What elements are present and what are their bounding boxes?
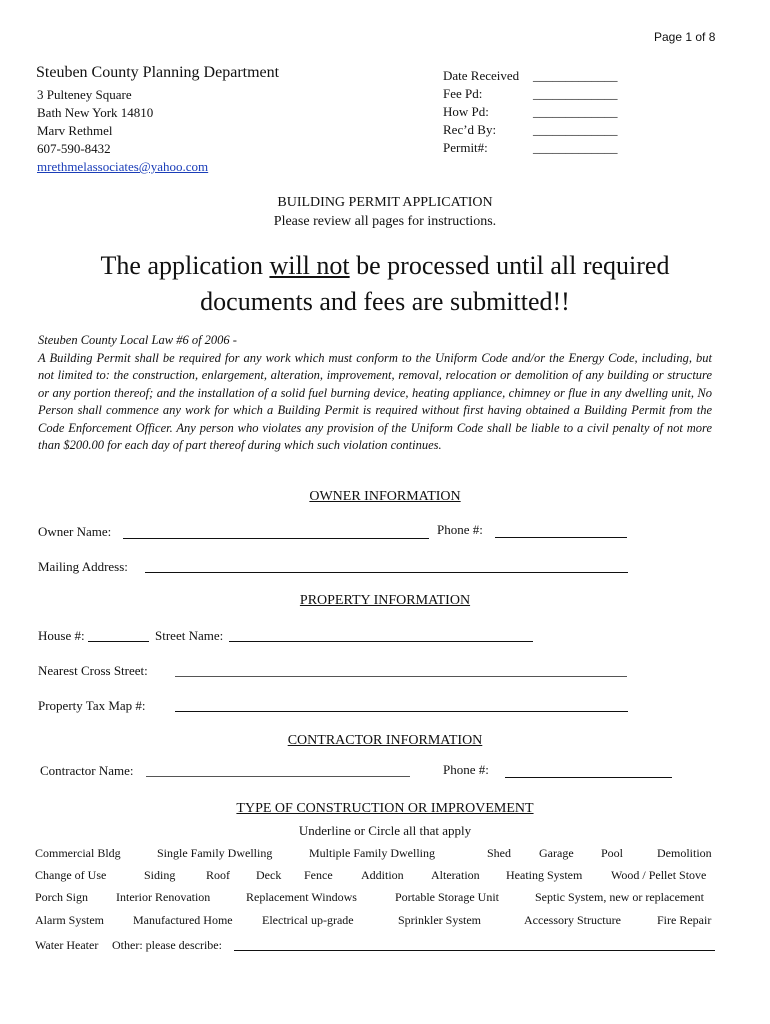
option-fence[interactable]: Fence [304,868,333,882]
contractor-name-label: Contractor Name: [40,763,134,778]
option-replacement-windows[interactable]: Replacement Windows [246,890,357,904]
contact-email-link[interactable]: mrethmelassociates@yahoo.com [37,159,209,174]
option-interior-renovation[interactable]: Interior Renovation [116,890,211,904]
option-siding[interactable]: Siding [144,868,176,882]
option-multiple-family-dwelling[interactable]: Multiple Family Dwelling [309,846,435,860]
option-accessory-structure[interactable]: Accessory Structure [524,913,621,927]
option-single-family-dwelling[interactable]: Single Family Dwelling [157,846,273,860]
contact-name: Marv Rethmel [37,123,113,138]
option-change-of-use[interactable]: Change of Use [35,868,107,882]
option-wood-pellet-stove[interactable]: Wood / Pellet Stove [611,868,707,882]
warning-emphasis: will not [269,251,350,280]
option-portable-storage-unit[interactable]: Portable Storage Unit [395,890,499,904]
option-addition[interactable]: Addition [361,868,404,882]
owner-heading: OWNER INFORMATION [309,489,461,504]
warning-line-2: documents and fees are submitted!! [200,287,570,316]
option-deck[interactable]: Deck [256,868,282,882]
warning-part-2: be processed until all required [349,251,670,280]
other-describe-label: Other: please describe: [112,938,222,952]
owner-name-label: Owner Name: [38,524,112,539]
option-electrical-upgrade[interactable]: Electrical up-grade [262,913,354,927]
date-received-label: Date Received [443,68,520,83]
contractor-name-field[interactable] [146,776,410,777]
option-fire-repair[interactable]: Fire Repair [657,913,712,927]
street-name-field[interactable] [229,641,533,642]
option-garage[interactable]: Garage [539,846,574,860]
tax-map-field[interactable] [175,711,628,712]
option-roof[interactable]: Roof [206,868,230,882]
house-number-field[interactable] [88,641,149,642]
date-received-field[interactable]: _____________ [533,68,618,83]
option-manufactured-home[interactable]: Manufactured Home [133,913,233,927]
construction-heading: TYPE OF CONSTRUCTION OR IMPROVEMENT [236,801,534,816]
street-name-label: Street Name: [155,628,224,643]
page-number: Page 1 of 8 [654,30,716,44]
construction-instruction: Underline or Circle all that apply [298,823,472,838]
owner-phone-field[interactable] [495,537,627,538]
option-heating-system[interactable]: Heating System [506,868,583,882]
owner-name-field[interactable] [123,538,429,539]
contact-phone: 607-590-8432 [37,141,111,156]
mailing-address-field[interactable] [145,572,628,573]
received-by-field[interactable]: _____________ [533,122,618,137]
contractor-phone-label: Phone #: [443,762,489,777]
address-line-2: Bath New York 14810 [37,105,154,120]
property-heading: PROPERTY INFORMATION [299,593,471,608]
local-law-text [38,332,712,455]
house-number-label: House #: [38,628,85,643]
cross-street-label: Nearest Cross Street: [38,663,148,678]
option-septic-system[interactable]: Septic System, new or replacement [535,890,704,904]
warning-part-1: The application [100,251,270,280]
mailing-address-label: Mailing Address: [38,559,128,574]
option-sprinkler-system[interactable]: Sprinkler System [398,913,481,927]
cross-street-field[interactable] [175,676,627,677]
option-demolition[interactable]: Demolition [657,846,712,860]
contractor-phone-field[interactable] [505,777,672,778]
tax-map-label: Property Tax Map #: [38,698,146,713]
permit-number-label: Permit#: [443,140,488,155]
option-commercial-bldg[interactable]: Commercial Bldg [35,846,121,860]
option-water-heater[interactable]: Water Heater [35,938,99,952]
local-law-title: Steuben County Local Law #6 of 2006 - [38,333,237,347]
fee-paid-field[interactable]: _____________ [533,86,618,101]
option-alteration[interactable]: Alteration [431,868,480,882]
option-pool[interactable]: Pool [601,846,624,860]
address-line-1: 3 Pulteney Square [37,87,132,102]
owner-phone-label: Phone #: [437,522,483,537]
local-law-body: A Building Permit shall be required for any work which must conform to the Uniform Code and/or the Energy Code, including, but not limited to: the construction, enlargement, alteration, improvement, removal, relocation or demolition of any building or structure or any portion thereof; and the installation of a solid fuel burning device, heating appliance, chimney or flue in any dwelling unit, No Person shall commence any work for which a Building Permit is required without first having obtained a Building Permit from the Code Enforcement Officer. Any person who violates any provision of the Uniform Code shall be liable to a civil penalty of not more than $200.00 for each day of part thereof during which such violation continues. [38,350,712,452]
warning-line-1 [0,248,770,284]
how-paid-field[interactable]: _____________ [533,104,618,119]
permit-number-field[interactable]: _____________ [533,140,618,155]
other-describe-field[interactable] [234,950,715,951]
received-by-label: Rec’d By: [443,122,497,137]
option-shed[interactable]: Shed [487,846,511,860]
how-paid-label: How Pd: [443,104,489,119]
contractor-heading: CONTRACTOR INFORMATION [287,733,483,748]
option-porch-sign[interactable]: Porch Sign [35,890,89,904]
form-subtitle: Please review all pages for instructions. [273,214,497,229]
option-alarm-system[interactable]: Alarm System [35,913,104,927]
department-name: Steuben County Planning Department [36,64,280,81]
form-title: BUILDING PERMIT APPLICATION [277,195,493,210]
fee-paid-label: Fee Pd: [443,86,483,101]
